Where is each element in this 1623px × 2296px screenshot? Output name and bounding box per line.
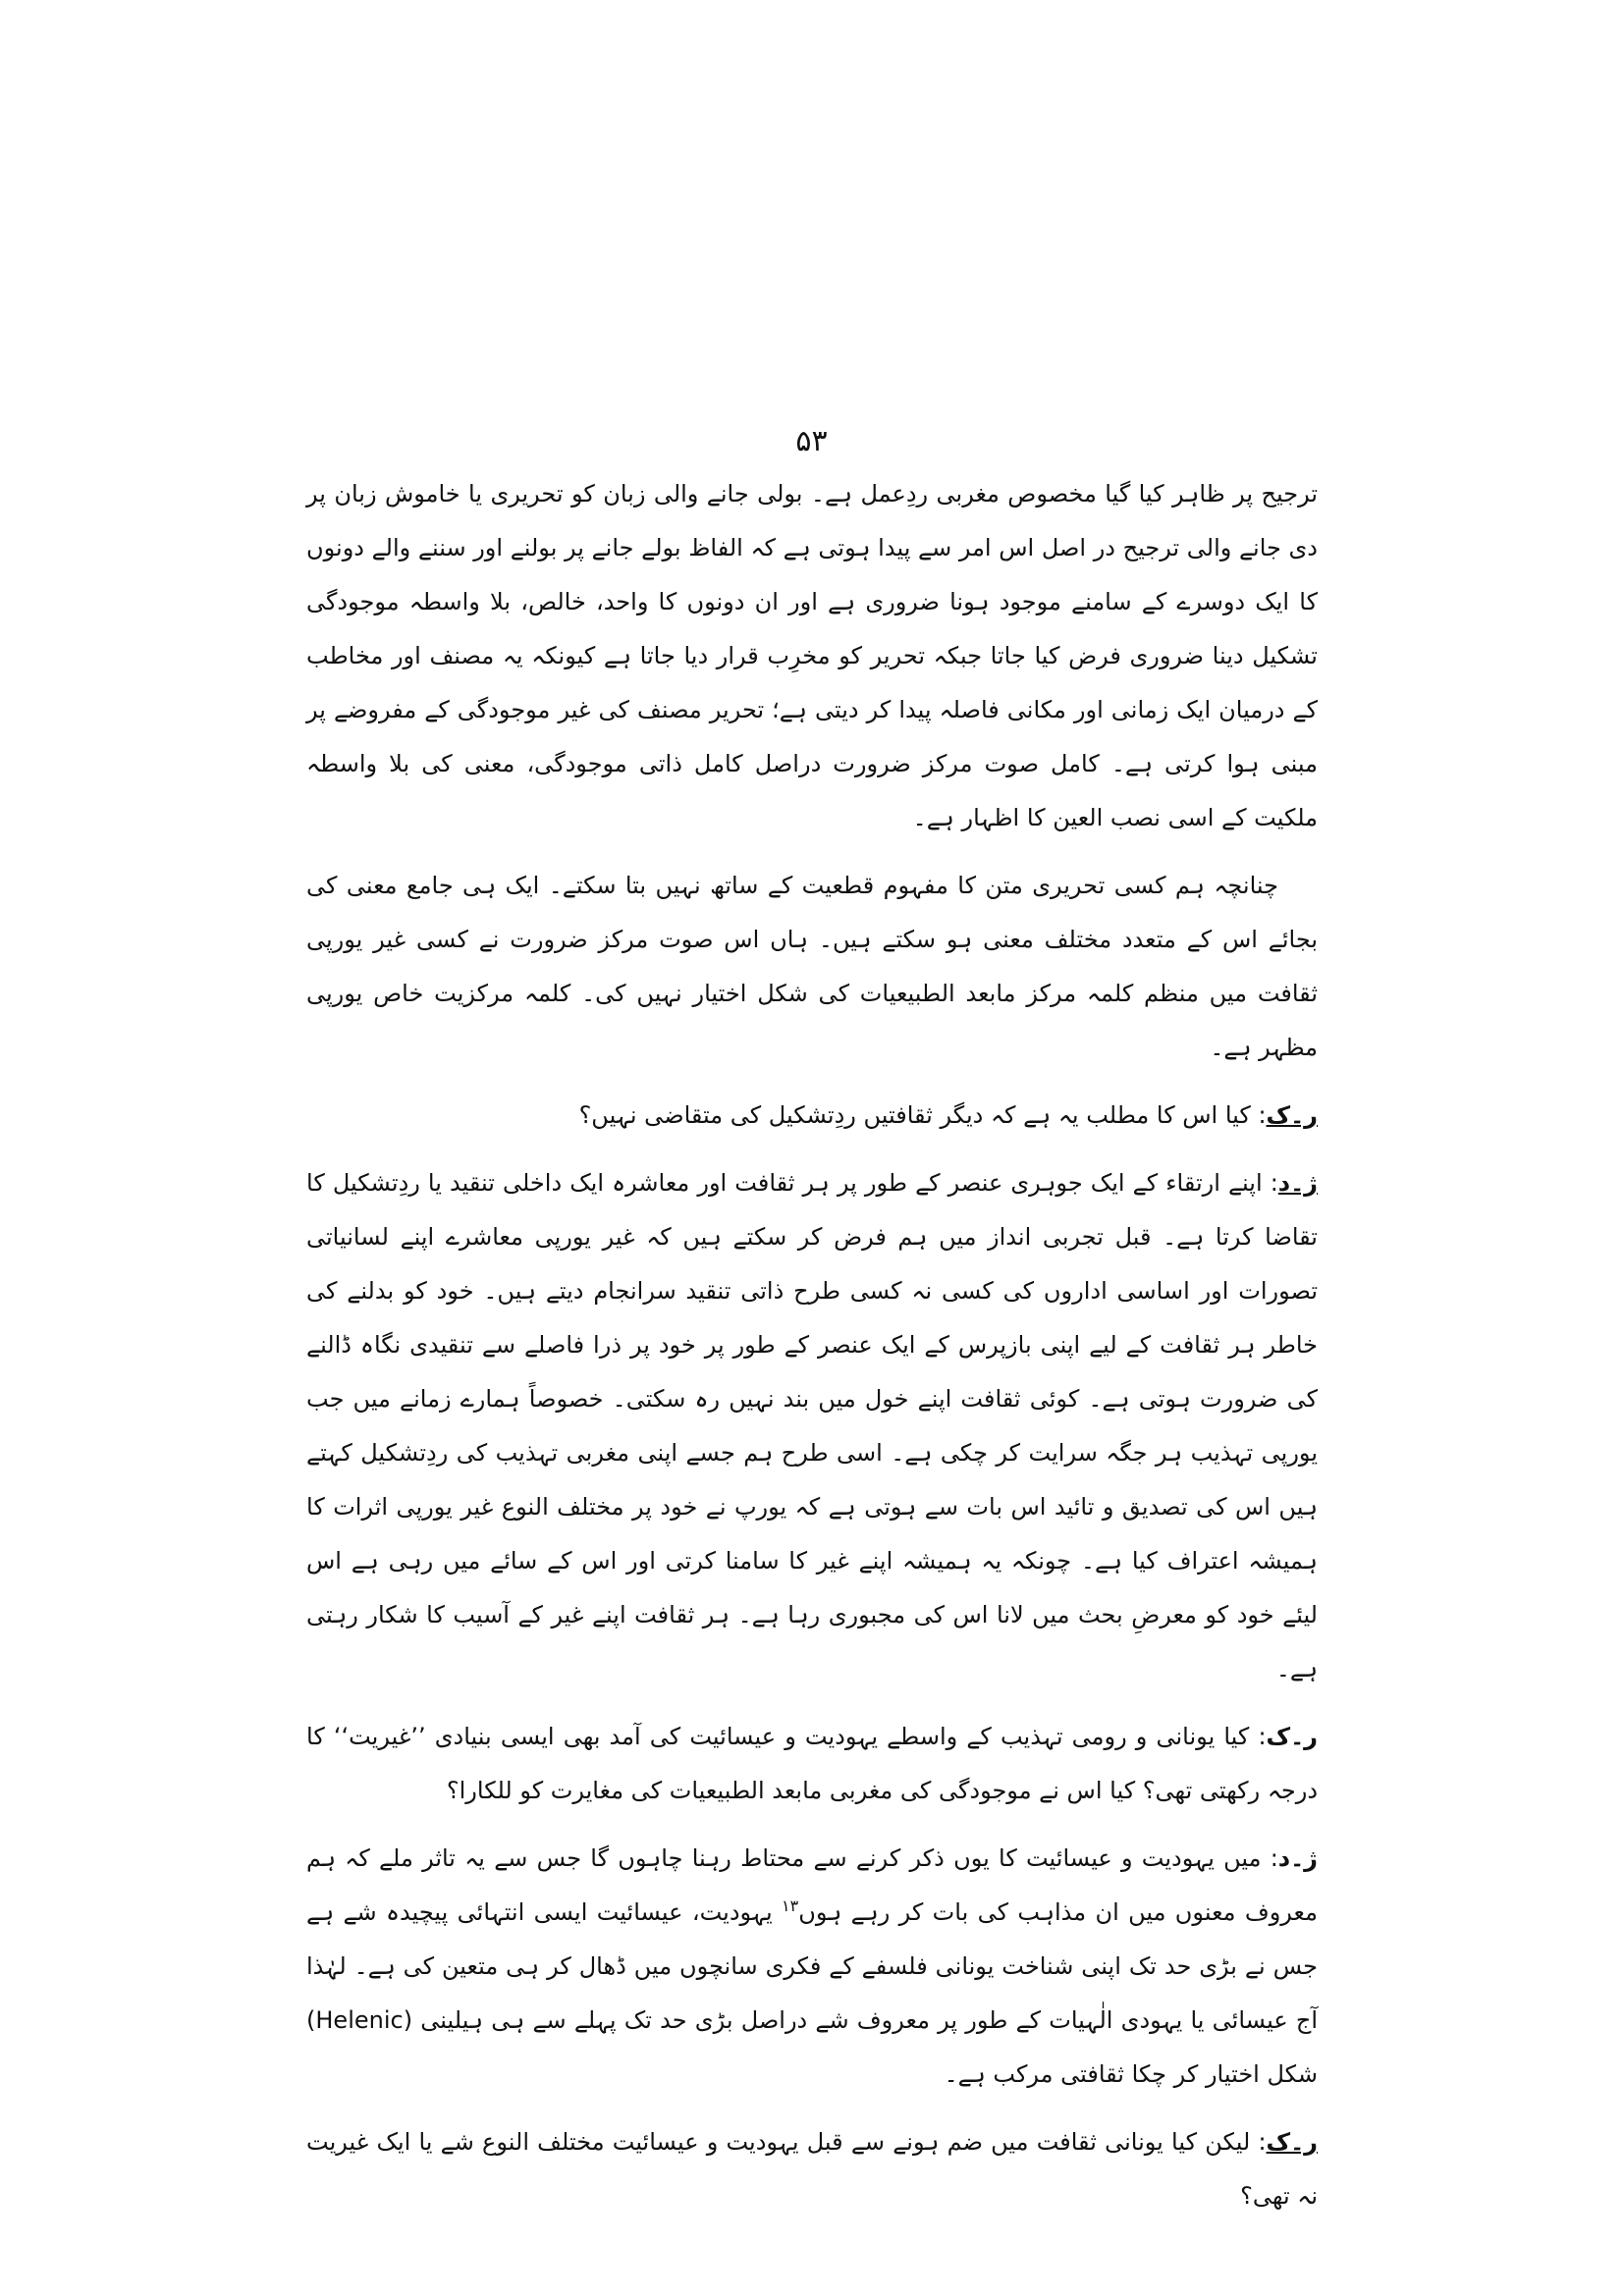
paragraph-text: چنانچہ ہم کسی تحریری متن کا مفہوم قطعیت کے ساتھ نہیں بتا سکتے۔ ایک ہی جامع معنی کی بجائے اس کے متعدد مختلف معنی ہو سکتے ہیں۔ ہاں اس صوت مرکز ضرورت نے کسی غیر یورپی ثقافت میں منظم کلمہ مرکز مابعد الطبیعیات کی شکل اختیار نہیں کی۔ کلمہ مرکزیت خاص یورپی مظہر ہے۔ [306,872,1318,1061]
paragraph-text: : کیا اس کا مطلب یہ ہے کہ دیگر ثقافتیں ردِتشکیل کی متقاضی نہیں؟ [578,1101,1267,1129]
paragraph-text: : میں یہودیت و عیسائیت کا یوں ذکر کرنے سے محتاط رہنا چاہوں گا جس سے یہ تاثر ملے کہ ہم معروف معنوں میں ان مذاہب کی بات کر رہے ہوں [306,1844,1318,1926]
dialogue-answer [306,1832,1318,2102]
speaker-label: ژ۔د [1277,1169,1318,1197]
body-text [306,467,1318,2237]
speaker-label: ر۔ک [1266,1101,1318,1129]
paragraph-text: ترجیح پر ظاہر کیا گیا مخصوص مغربی ردِعمل ہے۔ بولی جانے والی زبان کو تحریری یا خاموش زبان پر دی جانے والی ترجیح در اصل اس امر سے پیدا ہوتی ہے کہ الفاظ بولے جانے پر بولنے اور سننے والے دونوں کا ایک دوسرے کے سامنے موجود ہونا ضروری ہے اور ان دونوں کا واحد، خالص، بلا واسطہ موجودگی تشکیل دینا ضروری فرض کیا جاتا جبکہ تحریر کو مخرِب قرار دیا جاتا ہے کیونکہ یہ مصنف اور مخاطب کے درمیان ایک زمانی اور مکانی فاصلہ پیدا کر دیتی ہے؛ تحریر مصنف کی غیر موجودگی کے مفروضے پر مبنی ہوا کرتی ہے۔ کامل صوت مرکز ضرورت دراصل کامل ذاتی موجودگی، معنی کی بلا واسطہ ملکیت کے اسی نصب العین کا اظہار ہے۔ [306,480,1318,831]
dialogue-question [306,1089,1318,1143]
paragraph-text: : لیکن کیا یونانی ثقافت میں ضم ہونے سے قبل یہودیت و عیسائیت مختلف النوع شے یا ایک غیریت نہ تھی؟ [306,2128,1318,2210]
paragraph [306,467,1318,845]
paragraph-text: : اپنے ارتقاء کے ایک جوہری عنصر کے طور پر ہر ثقافت اور معاشرہ ایک داخلی تنقید یا ردِتشکیل کا تقاضا کرتا ہے۔ قبل تجربی انداز میں ہم فرض کر سکتے ہیں کہ غیر یورپی معاشرے اپنے لسانیاتی تصورات اور اساسی اداروں کی کسی نہ کسی طرح ذاتی تنقید سرانجام دیتے ہیں۔ خود کو بدلنے کی خاطر ہر ثقافت کے لیے اپنی بازپرس کے ایک عنصر کے طور پر خود پر ذرا فاصلے سے تنقیدی نگاہ ڈالنے کی ضرورت ہوتی ہے۔ کوئی ثقافت اپنے خول میں بند نہیں رہ سکتی۔ خصوصاً ہمارے زمانے میں جب یورپی تہذیب ہر جگہ سرایت کر چکی ہے۔ اسی طرح ہم جسے اپنی مغربی تہذیب کی ردِتشکیل کہتے ہیں اس کی تصدیق و تائید اس بات سے ہوتی ہے کہ یورپ نے خود پر مختلف النوع غیر یورپی اثرات کا ہمیشہ اعتراف کیا ہے۔ چونکہ یہ ہمیشہ اپنے غیر کا سامنا کرتی اور اس کے سائے میں رہی ہے اس لیئے خود کو معرضِ بحث میں لانا اس کی مجبوری رہا ہے۔ ہر ثقافت اپنے غیر کے آسیب کا شکار رہتی ہے۔ [306,1169,1318,1682]
dialogue-question [306,2115,1318,2223]
paragraph [306,859,1318,1075]
speaker-label: ژ۔د [1277,1844,1318,1872]
speaker-label: ر۔ک [1266,1723,1318,1750]
paragraph-text-continued: یہودیت، عیسائیت ایسی انتہائی پیچیدہ شے ہے جس نے بڑی حد تک اپنی شناخت یونانی فلسفے کے فکری سانچوں میں ڈھال کر ہی متعین کی ہے۔ لہٰذا آج عیسائی یا یہودی الٰہیات کے طور پر معروف شے دراصل بڑی حد تک پہلے سے ہی ہیلینی (Helenic) شکل اختیار کر چکا ثقافتی مرکب ہے۔ [306,1898,1318,2088]
dialogue-question [306,1710,1318,1818]
speaker-label: ر۔ک [1266,2128,1318,2156]
dialogue-answer [306,1156,1318,1696]
paragraph-text: : کیا یونانی و رومی تہذیب کے واسطے یہودیت و عیسائیت کی آمد بھی ایسی بنیادی ’’غیریت‘‘ کا درجہ رکھتی تھی؟ کیا اس نے موجودگی کی مغربی مابعد الطبیعیات کی مغایرت کو للکارا؟ [306,1723,1318,1804]
footnote-marker: ۱۳ [782,1896,799,1915]
page-number: ۵۳ [795,424,828,458]
